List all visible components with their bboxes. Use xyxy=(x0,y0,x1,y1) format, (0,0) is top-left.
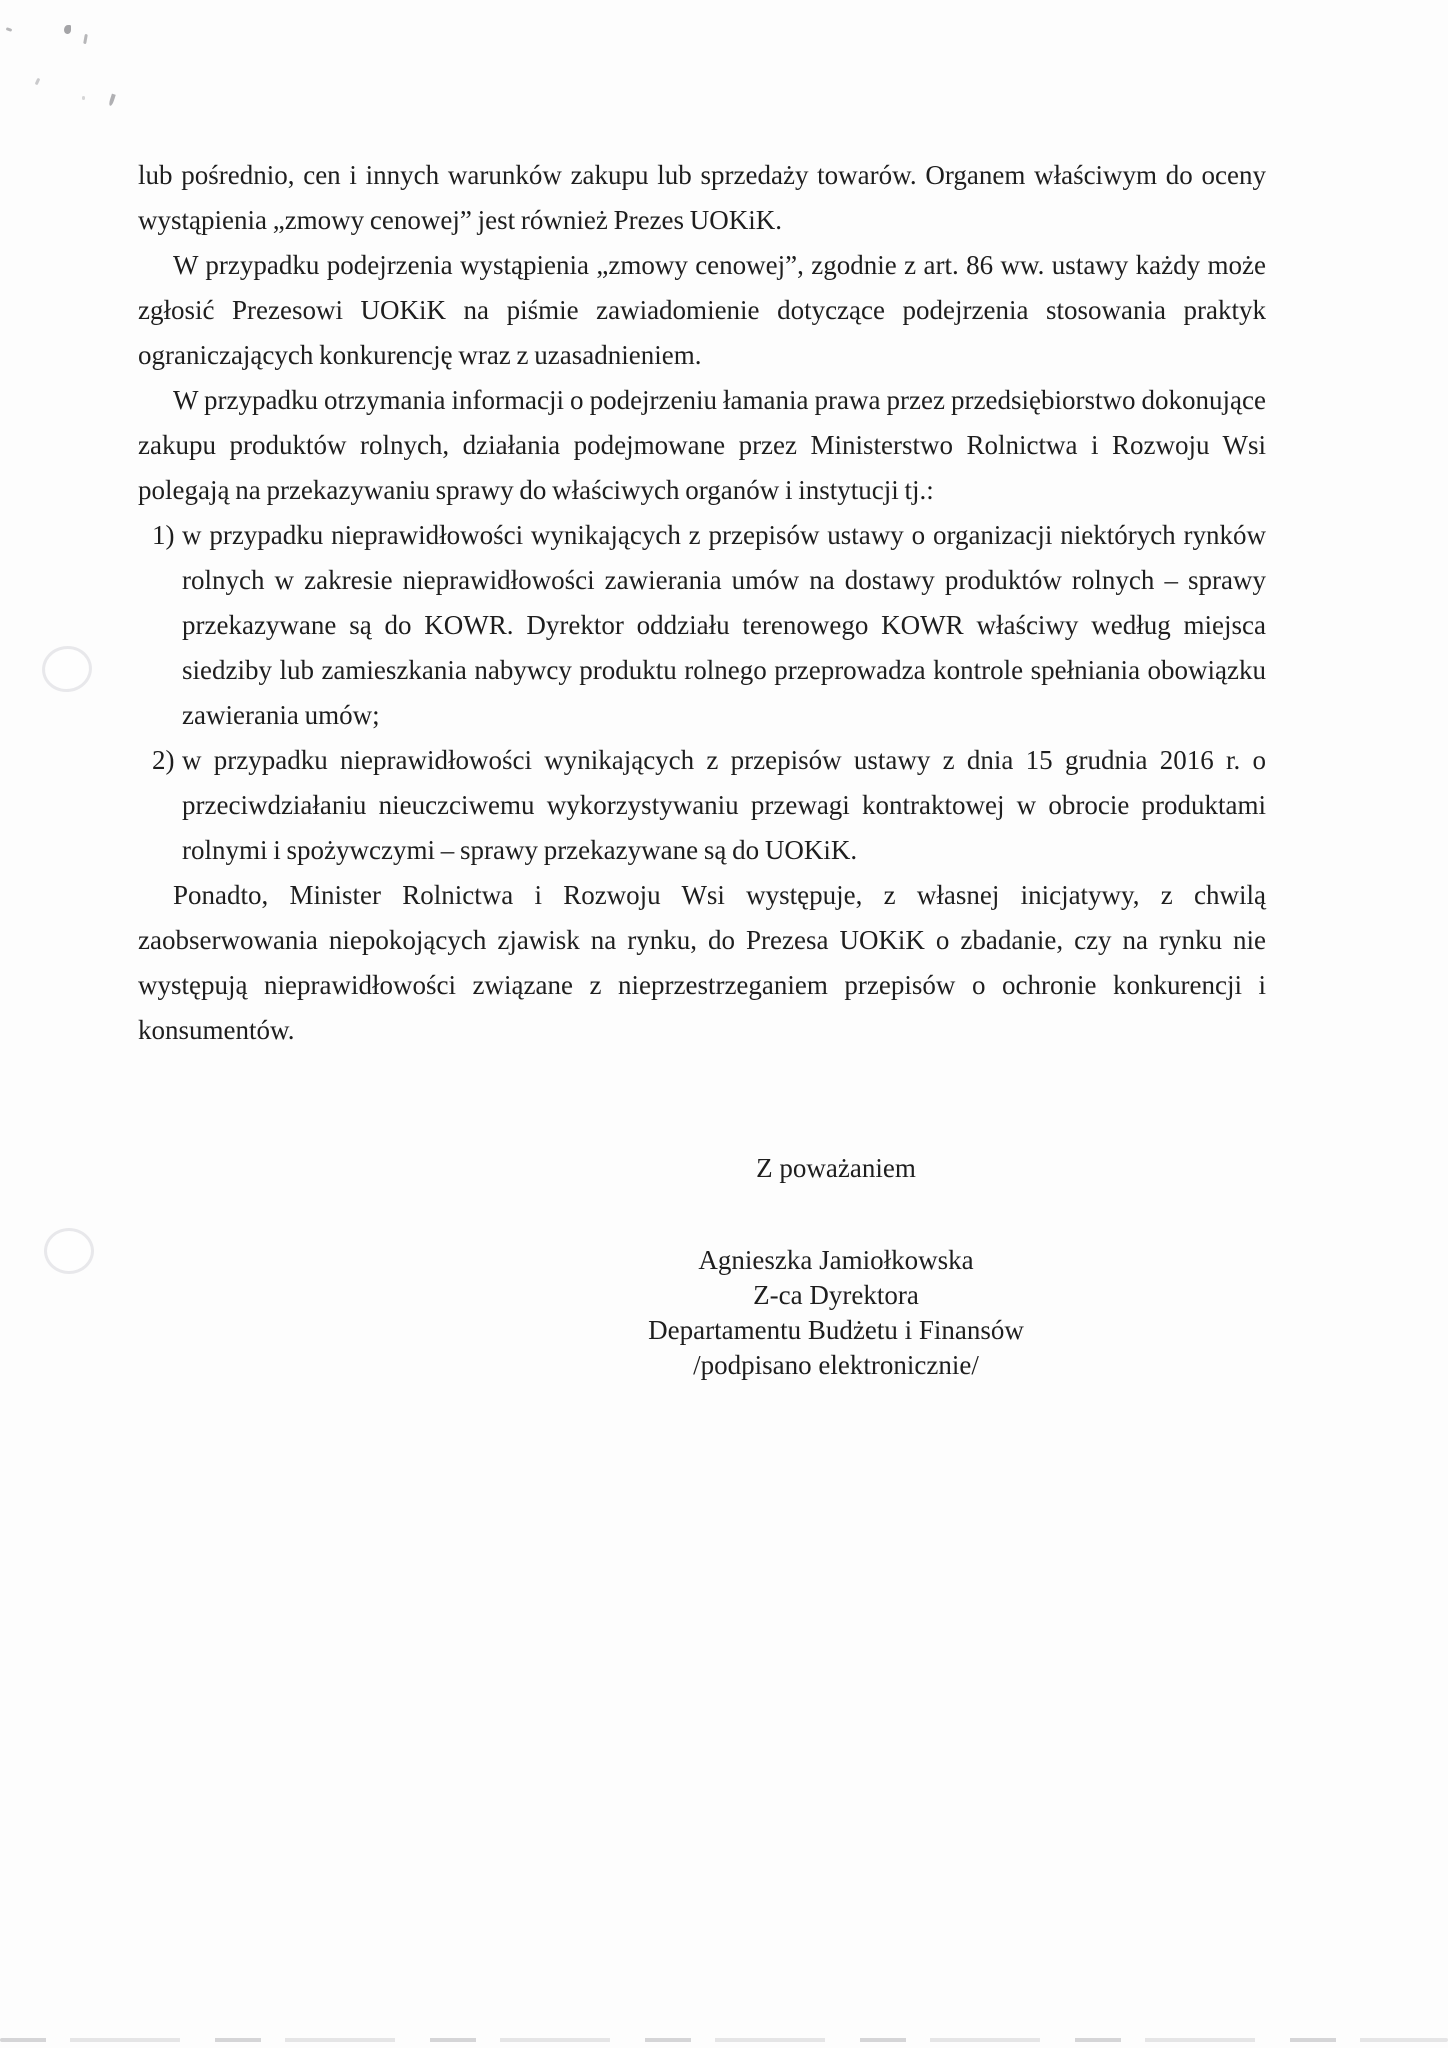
punch-hole-artifact xyxy=(39,643,95,696)
scan-speck-artifact xyxy=(108,94,116,107)
paragraph-minister-initiative: Ponadto, Minister Rolnictwa i Rozwoju Wsi występuje, z własnej inicjatywy, z chwilą zaobserwowania niepokojących zjawisk na rynku, do Prezesa UOKiK o zbadanie, czy na rynku nie występują nieprawidłowości związane z nieprzestrzeganiem przepisów o ochronie konkurencji i konsumentów. xyxy=(138,880,1266,1045)
list-marker-1: 1) xyxy=(152,520,175,550)
electronic-signature-note: /podpisano elektronicznie/ xyxy=(693,1350,979,1380)
scan-speck-artifact xyxy=(6,27,13,32)
punch-hole-artifact xyxy=(44,1228,94,1274)
numbered-list xyxy=(138,513,1266,873)
signer-name: Agnieszka Jamiołkowska xyxy=(698,1245,974,1275)
list-item-1 xyxy=(138,513,1266,738)
scan-speck-artifact xyxy=(35,78,41,86)
paragraph-ministry-actions: W przypadku otrzymania informacji o podejrzeniu łamania prawa przez przedsiębiorstwo dokonujące zakupu produktów rolnych, działania podejmowane przez Ministerstwo Rolnictwa i Rozwoju Wsi polegają na przekazywaniu sprawy do właściwych organów i instytucji tj.: xyxy=(138,385,1266,505)
scan-speck-artifact xyxy=(83,34,88,44)
list-marker-2: 2) xyxy=(152,745,175,775)
list-item-2-text: w przypadku nieprawidłowości wynikających z przepisów ustawy z dnia 15 grudnia 2016 r. o przeciwdziałaniu nieuczciwemu wykorzystywaniu przewagi kontraktowej w obrocie produktami rolnymi i spożywczymi – sprawy przekazywane są do UOKiK. xyxy=(182,745,1266,865)
paragraph-continuation: lub pośrednio, cen i innych warunków zakupu lub sprzedaży towarów. Organem właściwym do oceny wystąpienia „zmowy cenowej” jest również Prezes UOKiK. xyxy=(138,160,1266,235)
scan-speck-artifact xyxy=(64,25,71,34)
signer-department: Departamentu Budżetu i Finansów xyxy=(648,1315,1024,1345)
list-item-2 xyxy=(138,738,1266,873)
list-item-1-text: w przypadku nieprawidłowości wynikających z przepisów ustawy o organizacji niektórych rynków rolnych w zakresie nieprawidłowości zawierania umów na dostawy produktów rolnych – sprawy przekazywane są do KOWR. Dyrektor oddziału terenowego KOWR właściwy według miejsca siedziby lub zamieszkania nabywcy produktu rolnego przeprowadza kontrole spełniania obowiązku zawierania umów; xyxy=(182,520,1266,730)
scan-speck-artifact xyxy=(82,96,85,100)
paragraph-price-collusion: W przypadku podejrzenia wystąpienia „zmowy cenowej”, zgodnie z art. 86 ww. ustawy każdy może zgłosić Prezesowi UOKiK na piśmie zawiadomienie dotyczące podejrzenia stosowania praktyk ograniczających konkurencję wraz z uzasadnieniem. xyxy=(138,250,1266,370)
letter-body xyxy=(138,153,1266,1053)
signer-title: Z-ca Dyrektora xyxy=(753,1280,919,1310)
closing-salutation: Z poważaniem xyxy=(756,1153,916,1183)
signature-block xyxy=(520,1243,1152,1383)
scan-edge-artifact xyxy=(0,2038,1448,2042)
